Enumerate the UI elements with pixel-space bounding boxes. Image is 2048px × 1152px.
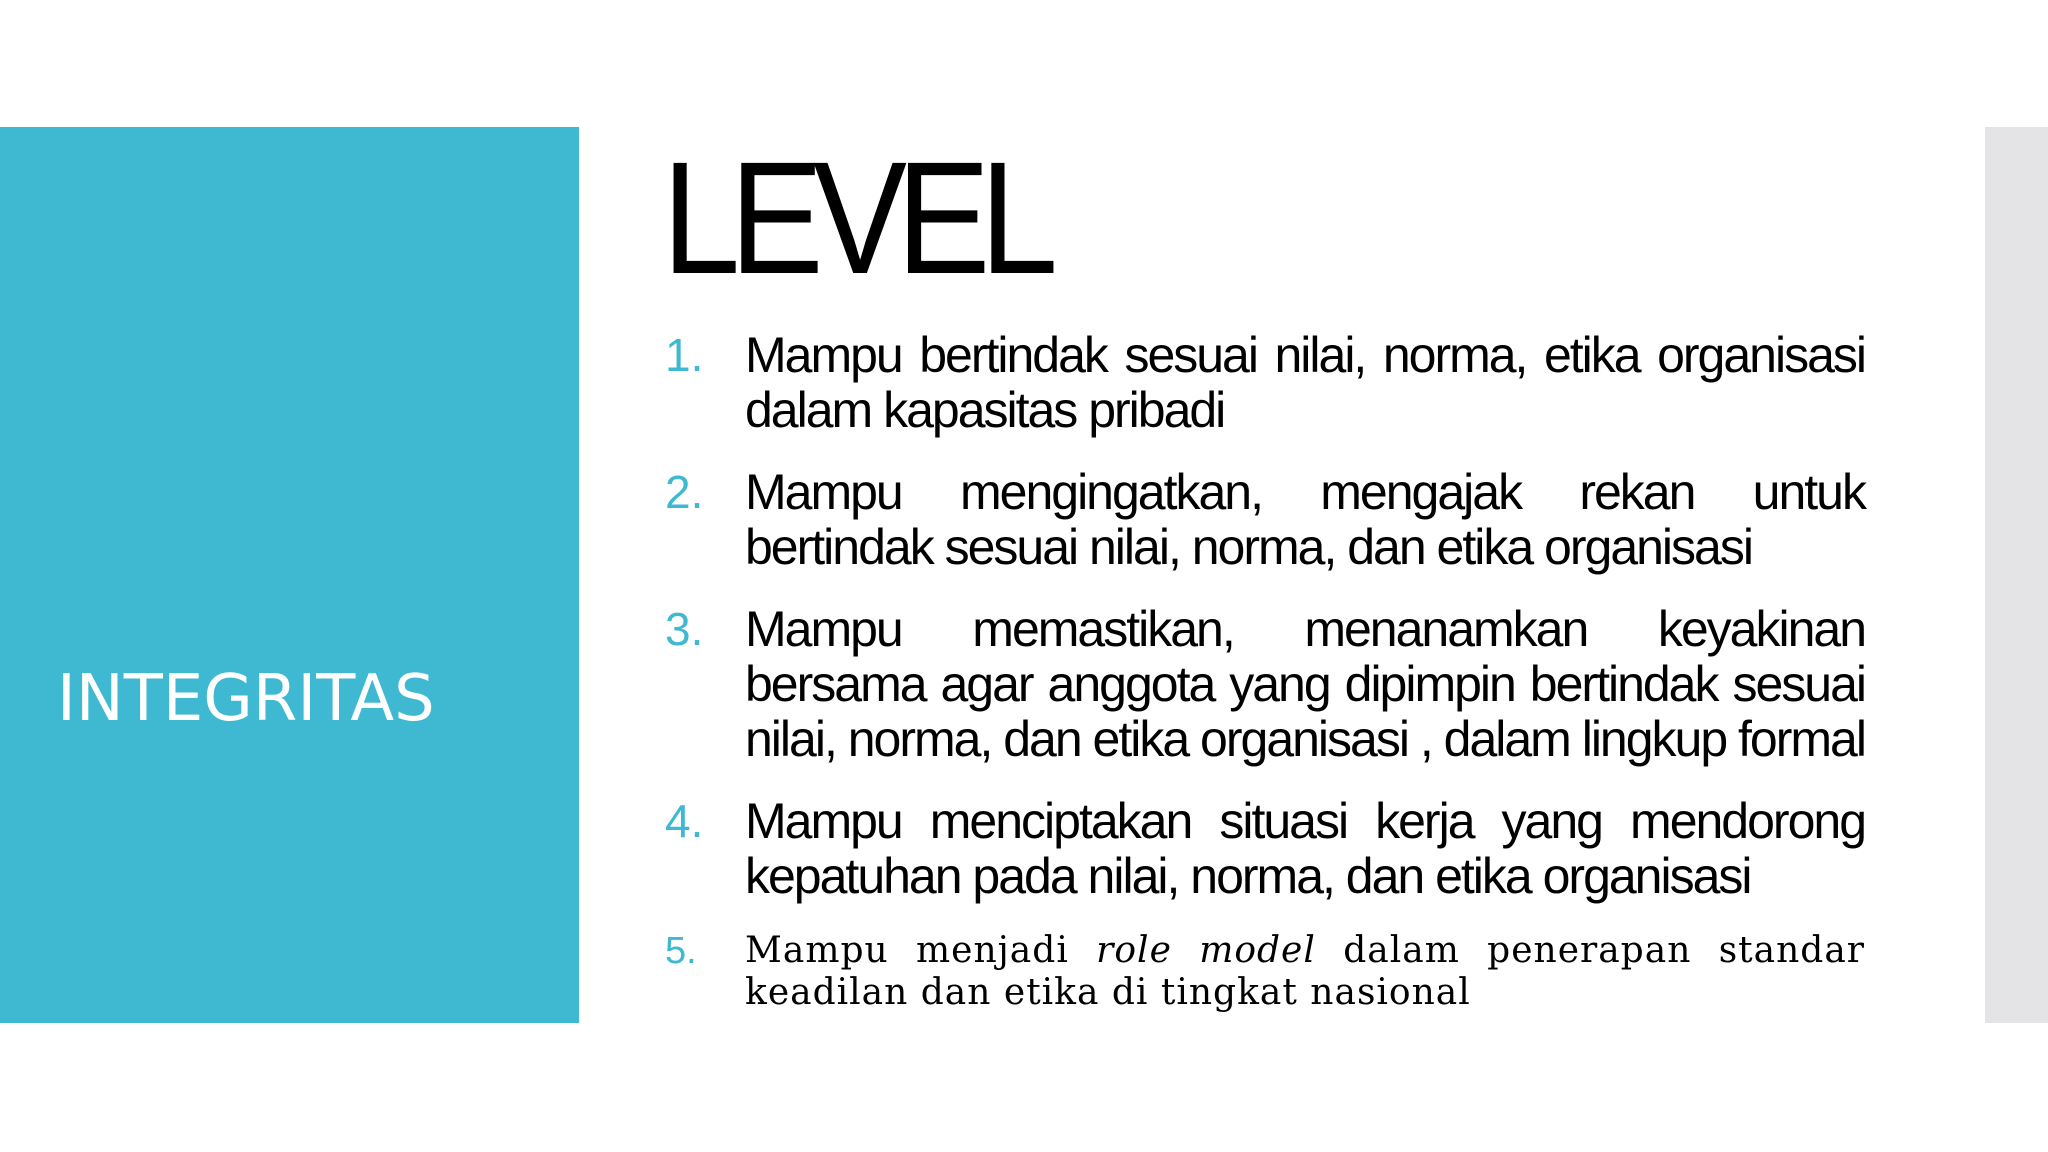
side-panel (0, 127, 579, 1023)
item-number: 5. (665, 930, 697, 972)
item-number: 3. (665, 603, 704, 655)
item-text-emphasis: role model (1096, 930, 1316, 971)
level-list (665, 328, 1865, 1014)
right-accent-bar (1985, 127, 2048, 1023)
item-number: 1. (665, 329, 704, 381)
item-text: Mampu bertindak sesuai nilai, norma, etika organisasi dalam kapasitas pribadi (745, 327, 1865, 438)
item-text-after: dalam penerapan standar keadilan dan etika di tingkat nasional (745, 930, 1866, 1013)
section-title: INTEGRITAS (57, 662, 435, 736)
item-text: Mampu mengingatkan, mengajak rekan untuk bertindak sesuai nilai, norma, dan etika organisasi (745, 464, 1865, 575)
slide-title: LEVEL (662, 128, 1048, 307)
level-item-5 (665, 930, 1865, 1014)
item-text: Mampu memastikan, menanamkan keyakinan bersama agar anggota yang dipimpin bertindak sesuai nilai, norma, dan etika organisasi , dalam lingkup formal (745, 601, 1865, 767)
item-number: 2. (665, 466, 704, 518)
item-number: 4. (665, 795, 704, 847)
level-item-4 (665, 794, 1865, 904)
item-text: Mampu menciptakan situasi kerja yang mendorong kepatuhan pada nilai, norma, dan etika organisasi (745, 793, 1865, 904)
item-text (745, 930, 1865, 1014)
level-item-3 (665, 602, 1865, 767)
item-text-before: Mampu menjadi (745, 930, 1097, 971)
level-item-1 (665, 328, 1865, 438)
level-item-2 (665, 465, 1865, 575)
